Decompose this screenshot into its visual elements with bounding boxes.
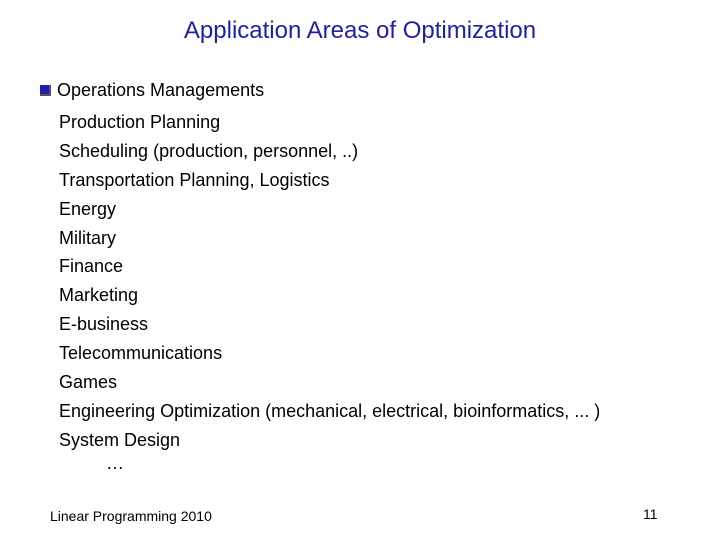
- list-item: Telecommunications: [59, 343, 223, 364]
- slide-title: Application Areas of Optimization: [183, 17, 537, 44]
- list-item: Games: [59, 372, 118, 393]
- list-item: Transportation Planning, Logistics: [59, 169, 330, 190]
- list-item: Engineering Optimization (mechanical, electrical, bioinformatics, ... ): [59, 400, 601, 421]
- application-list: [59, 108, 600, 455]
- list-item: E-business: [59, 314, 149, 335]
- list-item: Marketing: [59, 285, 139, 306]
- bullet-heading: [40, 80, 264, 101]
- page-number: 11: [643, 506, 658, 522]
- list-item: Scheduling (production, personnel, ..): [59, 140, 359, 161]
- list-item: System Design: [59, 429, 181, 450]
- list-item: Energy: [59, 198, 117, 219]
- list-item: Production Planning: [59, 112, 221, 132]
- footer-text: Linear Programming 2010: [50, 508, 212, 524]
- square-bullet-icon: [40, 85, 51, 96]
- list-item: Finance: [59, 256, 124, 277]
- ellipsis: …: [106, 453, 124, 473]
- bullet-heading-label: Operations Managements: [57, 80, 265, 100]
- list-item: Military: [59, 227, 116, 248]
